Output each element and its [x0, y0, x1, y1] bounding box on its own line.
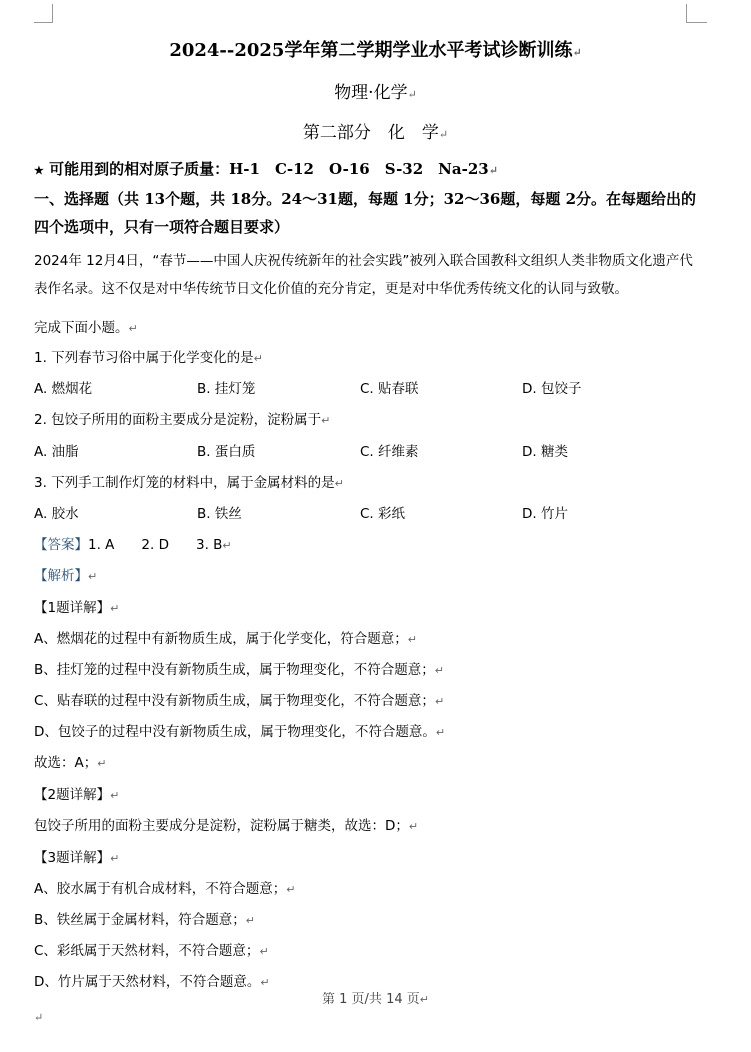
- explanation-2-heading: 【2题详解】↵: [34, 787, 120, 803]
- explanation-1-line-c: C、贴春联的过程中没有新物质生成，属于物理变化，不符合题意；↵: [34, 693, 445, 709]
- question-3-option-d: D. 竹片: [522, 506, 568, 522]
- question-1-option-b: B. 挂灯笼: [197, 381, 256, 397]
- crop-mark-right: [686, 4, 707, 23]
- question-2-stem: 2. 包饺子所用的面粉主要成分是淀粉，淀粉属于↵: [34, 412, 331, 428]
- explanation-3-line-d: D、竹片属于天然材料，不符合题意。↵: [34, 974, 270, 990]
- intro-paragraph: 2024年 12月4日，“春节——中国人庆祝传统新年的社会实践”被列入联合国教科文组织人类非物质文化遗产代表作名录。这不仅是对中华传统节日文化价值的充分肯定，更是对中华优秀传统文化的认同与致敬。: [34, 253, 693, 297]
- trailing-paragraph-mark: ↵: [34, 1011, 44, 1024]
- answer-line: 【答案】1. A 2. D 3. B↵: [34, 537, 232, 553]
- question-1-option-a: A. 燃烟花: [34, 381, 93, 397]
- analysis-tag: 【解析】↵: [34, 568, 98, 584]
- question-3-option-b: B. 铁丝: [197, 506, 242, 522]
- explanation-1-heading: 【1题详解】↵: [34, 600, 120, 616]
- question-1-option-c: C. 贴春联: [360, 381, 419, 397]
- question-3-option-c: C. 彩纸: [360, 506, 406, 522]
- crop-mark-left: [34, 4, 53, 23]
- explanation-1-line-a: A、燃烟花的过程中有新物质生成，属于化学变化，符合题意；↵: [34, 631, 417, 647]
- question-2-option-a: A. 油脂: [34, 444, 79, 460]
- explanation-3-heading: 【3题详解】↵: [34, 850, 120, 866]
- question-2-option-b: B. 蛋白质: [197, 444, 256, 460]
- section-title: 一、选择题（共 13个题，共 18分。24～31题，每题 1分；32～36题，每题 2分。在每题给出的 四个选项中，只有一项符合题目要求）: [34, 190, 697, 236]
- question-3-stem: 3. 下列手工制作灯笼的材料中，属于金属材料的是↵: [34, 475, 344, 491]
- question-2-option-c: C. 纤维素: [360, 444, 419, 460]
- explanation-1-conclusion: 故选：A；↵: [34, 755, 107, 771]
- question-2-option-d: D. 糖类: [522, 444, 568, 460]
- instruction: 完成下面小题。↵: [34, 320, 138, 336]
- question-3-option-a: A. 胶水: [34, 506, 79, 522]
- explanation-3-line-c: C、彩纸属于天然材料，不符合题意；↵: [34, 943, 269, 959]
- subject-title: 物理·化学↵: [334, 83, 417, 103]
- part-title: 第二部分 化 学↵: [302, 123, 449, 143]
- question-1-stem: 1. 下列春节习俗中属于化学变化的是↵: [34, 350, 263, 366]
- explanation-3-line-b: B、铁丝属于金属材料，符合题意；↵: [34, 912, 255, 928]
- explanation-2-line: 包饺子所用的面粉主要成分是淀粉，淀粉属于糖类，故选：D；↵: [34, 818, 419, 834]
- star-icon: ★: [34, 164, 44, 177]
- page-title: 2024--2025学年第二学期学业水平考试诊断训练↵: [169, 40, 582, 61]
- question-1-option-d: D. 包饺子: [522, 381, 582, 397]
- explanation-1-line-d: D、包饺子的过程中没有新物质生成，属于物理变化，不符合题意。↵: [34, 724, 446, 740]
- explanation-3-line-a: A、胶水属于有机合成材料，不符合题意；↵: [34, 881, 296, 897]
- explanation-1-line-b: B、挂灯笼的过程中没有新物质生成，属于物理变化，不符合题意；↵: [34, 662, 444, 678]
- atomic-mass-line: ★ 可能用到的相对原子质量：H-1 C-12 O-16 S-32 Na-23↵: [34, 160, 498, 178]
- page-footer: 第 1 页/共 14 页↵: [322, 992, 429, 1007]
